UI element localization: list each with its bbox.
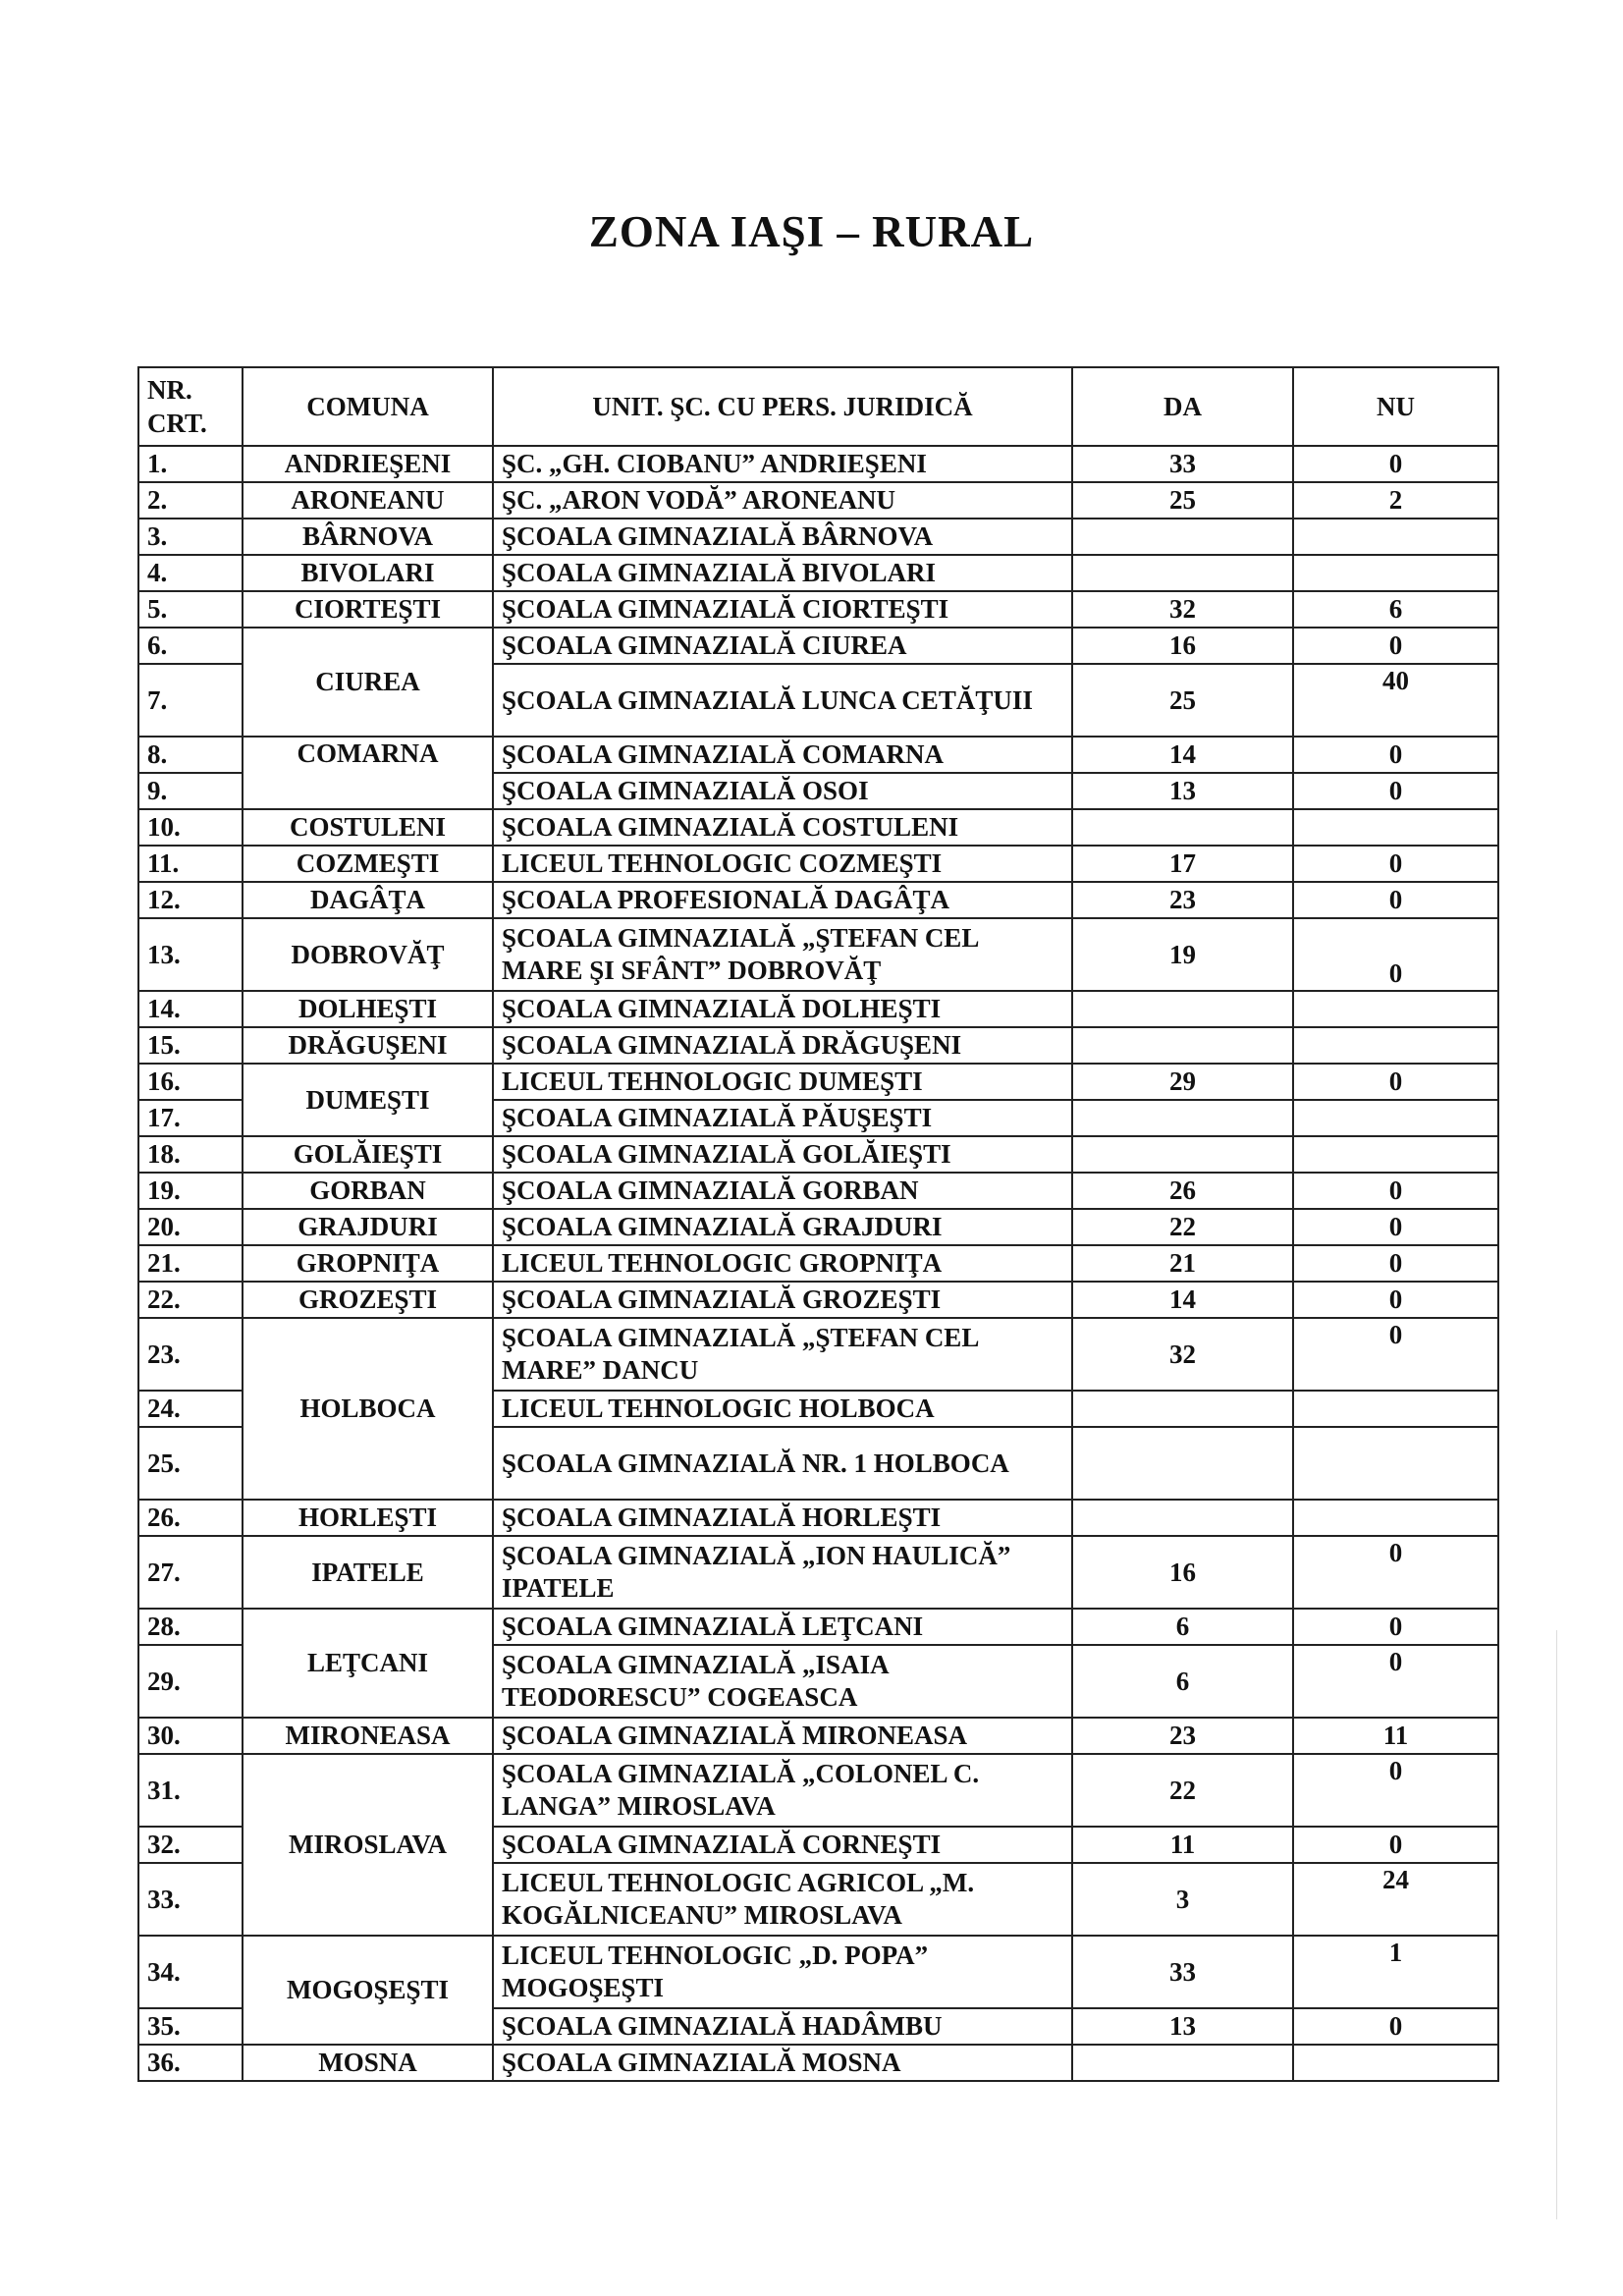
table-row <box>138 1064 1498 1100</box>
cell-nr: 6. <box>138 628 243 664</box>
table-row <box>138 555 1498 591</box>
cell-da <box>1072 1391 1293 1427</box>
table-row <box>138 991 1498 1027</box>
table-row <box>138 1136 1498 1173</box>
cell-da <box>1072 1100 1293 1136</box>
cell-nr: 17. <box>138 1100 243 1136</box>
cell-nu: 0 <box>1293 1536 1498 1609</box>
cell-da: 16 <box>1072 1536 1293 1609</box>
cell-nr: 35. <box>138 2008 243 2045</box>
cell-unit: ŞCOALA GIMNAZIALĂ HORLEŞTI <box>493 1500 1072 1536</box>
cell-da: 14 <box>1072 737 1293 773</box>
cell-comuna: ANDRIEŞENI <box>243 446 493 482</box>
cell-unit: ŞCOALA GIMNAZIALĂ NR. 1 HOLBOCA <box>493 1427 1072 1500</box>
cell-unit: ŞCOALA GIMNAZIALĂ „COLONEL C. LANGA” MIROSLAVA <box>493 1754 1072 1827</box>
table-row <box>138 846 1498 882</box>
cell-da: 23 <box>1072 1718 1293 1754</box>
cell-nr: 34. <box>138 1936 243 2008</box>
cell-unit: ŞCOALA GIMNAZIALĂ GRAJDURI <box>493 1209 1072 1245</box>
table-row <box>138 1754 1498 1827</box>
cell-nu: 0 <box>1293 1282 1498 1318</box>
table-row <box>138 1536 1498 1609</box>
cell-nu: 0 <box>1293 918 1498 991</box>
cell-unit: ŞCOALA PROFESIONALĂ DAGÂŢA <box>493 882 1072 918</box>
table-row <box>138 737 1498 773</box>
cell-da: 13 <box>1072 773 1293 809</box>
cell-nr: 30. <box>138 1718 243 1754</box>
table-row <box>138 446 1498 482</box>
cell-nr: 14. <box>138 991 243 1027</box>
cell-nr: 3. <box>138 519 243 555</box>
cell-da <box>1072 555 1293 591</box>
cell-da <box>1072 519 1293 555</box>
table-row <box>138 1318 1498 1391</box>
cell-nr: 16. <box>138 1064 243 1100</box>
cell-nu: 0 <box>1293 737 1498 773</box>
table-row <box>138 882 1498 918</box>
table-row <box>138 1245 1498 1282</box>
table-row <box>138 591 1498 628</box>
cell-unit: ŞCOALA GIMNAZIALĂ LUNCA CETĂŢUII <box>493 664 1072 737</box>
cell-nu: 0 <box>1293 1209 1498 1245</box>
cell-nr: 13. <box>138 918 243 991</box>
cell-comuna: COZMEŞTI <box>243 846 493 882</box>
cell-nu: 2 <box>1293 482 1498 519</box>
cell-comuna: BIVOLARI <box>243 555 493 591</box>
cell-nr: 8. <box>138 737 243 773</box>
cell-nu <box>1293 991 1498 1027</box>
schools-table <box>137 366 1499 2082</box>
cell-unit: ŞCOALA GIMNAZIALĂ GORBAN <box>493 1173 1072 1209</box>
cell-unit: ŞC. „GH. CIOBANU” ANDRIEŞENI <box>493 446 1072 482</box>
cell-nr: 10. <box>138 809 243 846</box>
cell-nu: 40 <box>1293 664 1498 737</box>
cell-unit: ŞCOALA GIMNAZIALĂ „ION HAULICĂ” IPATELE <box>493 1536 1072 1609</box>
cell-nu: 0 <box>1293 1245 1498 1282</box>
table-row <box>138 1173 1498 1209</box>
cell-nu: 0 <box>1293 446 1498 482</box>
cell-comuna: ARONEANU <box>243 482 493 519</box>
table-row <box>138 1718 1498 1754</box>
cell-da: 6 <box>1072 1609 1293 1645</box>
cell-unit: ŞCOALA GIMNAZIALĂ CIORTEŞTI <box>493 591 1072 628</box>
cell-da <box>1072 809 1293 846</box>
cell-nu: 0 <box>1293 882 1498 918</box>
cell-nr: 11. <box>138 846 243 882</box>
cell-da: 33 <box>1072 1936 1293 2008</box>
cell-nr: 20. <box>138 1209 243 1245</box>
cell-nu: 0 <box>1293 628 1498 664</box>
cell-da <box>1072 1500 1293 1536</box>
header-da: DA <box>1072 367 1293 446</box>
table-header-row <box>138 367 1498 446</box>
cell-unit: ŞCOALA GIMNAZIALĂ HADÂMBU <box>493 2008 1072 2045</box>
cell-comuna: CIORTEŞTI <box>243 591 493 628</box>
cell-nu <box>1293 1427 1498 1500</box>
cell-unit: LICEUL TEHNOLOGIC COZMEŞTI <box>493 846 1072 882</box>
header-comuna: COMUNA <box>243 367 493 446</box>
cell-da: 13 <box>1072 2008 1293 2045</box>
cell-da: 22 <box>1072 1209 1293 1245</box>
cell-nu: 6 <box>1293 591 1498 628</box>
cell-nu: 0 <box>1293 1645 1498 1718</box>
cell-da: 6 <box>1072 1645 1293 1718</box>
cell-nr: 22. <box>138 1282 243 1318</box>
cell-unit: ŞCOALA GIMNAZIALĂ COSTULENI <box>493 809 1072 846</box>
header-unit: UNIT. ŞC. CU PERS. JURIDICĂ <box>493 367 1072 446</box>
cell-unit: ŞCOALA GIMNAZIALĂ MIRONEASA <box>493 1718 1072 1754</box>
cell-unit: ŞCOALA GIMNAZIALĂ BÂRNOVA <box>493 519 1072 555</box>
cell-nu: 0 <box>1293 1827 1498 1863</box>
cell-unit: ŞCOALA GIMNAZIALĂ CIUREA <box>493 628 1072 664</box>
cell-unit: ŞCOALA GIMNAZIALĂ „ŞTEFAN CEL MARE ŞI SFÂNT” DOBROVĂŢ <box>493 918 1072 991</box>
header-nu: NU <box>1293 367 1498 446</box>
table-row <box>138 1500 1498 1536</box>
scan-edge-line <box>1556 1630 1557 2219</box>
cell-nr: 1. <box>138 446 243 482</box>
cell-nu: 0 <box>1293 1754 1498 1827</box>
cell-unit: ŞCOALA GIMNAZIALĂ CORNEŞTI <box>493 1827 1072 1863</box>
cell-nu <box>1293 519 1498 555</box>
cell-nr: 32. <box>138 1827 243 1863</box>
cell-nu <box>1293 555 1498 591</box>
cell-nu: 1 <box>1293 1936 1498 2008</box>
cell-da: 32 <box>1072 591 1293 628</box>
cell-comuna: GOLĂIEŞTI <box>243 1136 493 1173</box>
cell-unit: ŞCOALA GIMNAZIALĂ OSOI <box>493 773 1072 809</box>
header-nr: NR. CRT. <box>138 367 243 446</box>
cell-unit: LICEUL TEHNOLOGIC GROPNIŢA <box>493 1245 1072 1282</box>
cell-nr: 5. <box>138 591 243 628</box>
cell-da <box>1072 1027 1293 1064</box>
cell-da <box>1072 1136 1293 1173</box>
cell-nu <box>1293 1136 1498 1173</box>
cell-comuna: DOBROVĂŢ <box>243 918 493 991</box>
cell-comuna: LEŢCANI <box>243 1609 493 1718</box>
cell-comuna: MIROSLAVA <box>243 1754 493 1936</box>
cell-unit: ŞCOALA GIMNAZIALĂ GROZEŞTI <box>493 1282 1072 1318</box>
cell-da: 11 <box>1072 1827 1293 1863</box>
cell-da <box>1072 1427 1293 1500</box>
cell-da: 33 <box>1072 446 1293 482</box>
cell-nu: 11 <box>1293 1718 1498 1754</box>
cell-unit: ŞCOALA GIMNAZIALĂ BIVOLARI <box>493 555 1072 591</box>
cell-comuna: DOLHEŞTI <box>243 991 493 1027</box>
cell-nu <box>1293 1100 1498 1136</box>
table-row <box>138 1027 1498 1064</box>
cell-nu: 24 <box>1293 1863 1498 1936</box>
cell-nu: 0 <box>1293 773 1498 809</box>
cell-nu <box>1293 1027 1498 1064</box>
cell-da: 21 <box>1072 1245 1293 1282</box>
cell-nu: 0 <box>1293 846 1498 882</box>
cell-comuna: COSTULENI <box>243 809 493 846</box>
cell-da: 29 <box>1072 1064 1293 1100</box>
table-row <box>138 519 1498 555</box>
cell-nr: 15. <box>138 1027 243 1064</box>
cell-nu: 0 <box>1293 1064 1498 1100</box>
table-row <box>138 918 1498 991</box>
cell-nr: 29. <box>138 1645 243 1718</box>
cell-da: 16 <box>1072 628 1293 664</box>
cell-comuna: MIRONEASA <box>243 1718 493 1754</box>
cell-nr: 36. <box>138 2045 243 2081</box>
cell-comuna: DAGÂŢA <box>243 882 493 918</box>
cell-comuna: IPATELE <box>243 1536 493 1609</box>
cell-nr: 21. <box>138 1245 243 1282</box>
cell-unit: ŞCOALA GIMNAZIALĂ MOSNA <box>493 2045 1072 2081</box>
cell-nr: 4. <box>138 555 243 591</box>
cell-da: 25 <box>1072 482 1293 519</box>
cell-comuna: DUMEŞTI <box>243 1064 493 1136</box>
page-title: ZONA IAŞI – RURAL <box>588 207 1035 256</box>
table-row <box>138 482 1498 519</box>
cell-nr: 19. <box>138 1173 243 1209</box>
cell-da: 3 <box>1072 1863 1293 1936</box>
cell-da: 19 <box>1072 918 1293 991</box>
cell-nu <box>1293 2045 1498 2081</box>
cell-unit: ŞCOALA GIMNAZIALĂ DRĂGUŞENI <box>493 1027 1072 1064</box>
cell-unit: LICEUL TEHNOLOGIC DUMEŞTI <box>493 1064 1072 1100</box>
cell-comuna: CIUREA <box>243 628 493 737</box>
cell-nr: 27. <box>138 1536 243 1609</box>
cell-comuna: BÂRNOVA <box>243 519 493 555</box>
cell-comuna: HOLBOCA <box>243 1318 493 1500</box>
cell-nu: 0 <box>1293 2008 1498 2045</box>
cell-unit: LICEUL TEHNOLOGIC HOLBOCA <box>493 1391 1072 1427</box>
cell-comuna: GRAJDURI <box>243 1209 493 1245</box>
cell-da: 23 <box>1072 882 1293 918</box>
cell-unit: ŞCOALA GIMNAZIALĂ „ISAIA TEODORESCU” COGEASCA <box>493 1645 1072 1718</box>
cell-comuna: DRĂGUŞENI <box>243 1027 493 1064</box>
cell-unit: ŞCOALA GIMNAZIALĂ COMARNA <box>493 737 1072 773</box>
cell-comuna: MOSNA <box>243 2045 493 2081</box>
cell-nr: 12. <box>138 882 243 918</box>
cell-nu: 0 <box>1293 1609 1498 1645</box>
cell-nr: 7. <box>138 664 243 737</box>
cell-nr: 26. <box>138 1500 243 1536</box>
cell-da <box>1072 991 1293 1027</box>
table-row <box>138 1609 1498 1645</box>
table-row <box>138 628 1498 664</box>
table-row <box>138 1282 1498 1318</box>
cell-unit: ŞCOALA GIMNAZIALĂ GOLĂIEŞTI <box>493 1136 1072 1173</box>
table-row <box>138 1209 1498 1245</box>
cell-nu <box>1293 1500 1498 1536</box>
cell-nr: 28. <box>138 1609 243 1645</box>
cell-da: 17 <box>1072 846 1293 882</box>
cell-nr: 33. <box>138 1863 243 1936</box>
cell-unit: ŞCOALA GIMNAZIALĂ DOLHEŞTI <box>493 991 1072 1027</box>
cell-da: 26 <box>1072 1173 1293 1209</box>
table-row <box>138 809 1498 846</box>
cell-nu: 0 <box>1293 1173 1498 1209</box>
cell-comuna: COMARNA <box>243 737 493 809</box>
cell-nr: 25. <box>138 1427 243 1500</box>
cell-unit: ŞCOALA GIMNAZIALĂ „ŞTEFAN CEL MARE” DANCU <box>493 1318 1072 1391</box>
cell-unit: LICEUL TEHNOLOGIC „D. POPA” MOGOŞEŞTI <box>493 1936 1072 2008</box>
cell-comuna: GROPNIŢA <box>243 1245 493 1282</box>
cell-nr: 2. <box>138 482 243 519</box>
cell-da: 14 <box>1072 1282 1293 1318</box>
cell-da <box>1072 2045 1293 2081</box>
cell-comuna: GROZEŞTI <box>243 1282 493 1318</box>
table-row <box>138 2045 1498 2081</box>
cell-nu <box>1293 809 1498 846</box>
cell-comuna: MOGOŞEŞTI <box>243 1936 493 2045</box>
cell-nr: 24. <box>138 1391 243 1427</box>
cell-nu <box>1293 1391 1498 1427</box>
cell-da: 25 <box>1072 664 1293 737</box>
cell-da: 22 <box>1072 1754 1293 1827</box>
cell-comuna: GORBAN <box>243 1173 493 1209</box>
cell-nr: 9. <box>138 773 243 809</box>
cell-nr: 23. <box>138 1318 243 1391</box>
cell-nr: 18. <box>138 1136 243 1173</box>
cell-unit: ŞC. „ARON VODĂ” ARONEANU <box>493 482 1072 519</box>
cell-unit: ŞCOALA GIMNAZIALĂ PĂUŞEŞTI <box>493 1100 1072 1136</box>
cell-comuna: HORLEŞTI <box>243 1500 493 1536</box>
table-row <box>138 1936 1498 2008</box>
cell-unit: ŞCOALA GIMNAZIALĂ LEŢCANI <box>493 1609 1072 1645</box>
cell-nr: 31. <box>138 1754 243 1827</box>
cell-da: 32 <box>1072 1318 1293 1391</box>
cell-nu: 0 <box>1293 1318 1498 1391</box>
cell-unit: LICEUL TEHNOLOGIC AGRICOL „M. KOGĂLNICEANU” MIROSLAVA <box>493 1863 1072 1936</box>
